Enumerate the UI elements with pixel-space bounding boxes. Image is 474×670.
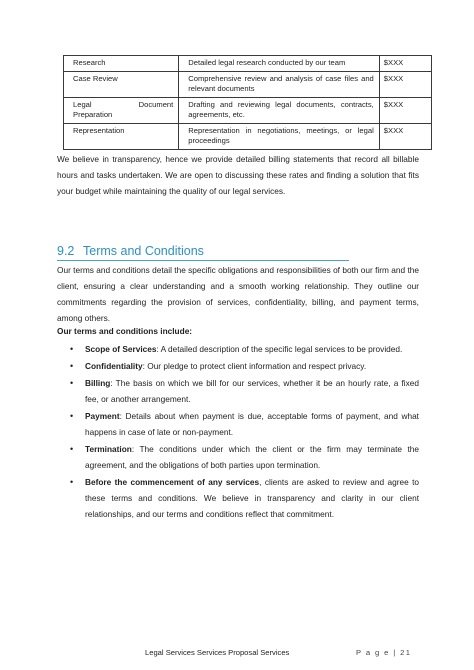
table-row — [64, 124, 432, 150]
fee-cell: $XXX — [379, 72, 431, 98]
terms-list — [57, 341, 419, 523]
service-cell: Case Review — [64, 72, 179, 98]
bullet-icon: • — [70, 344, 74, 354]
fee-cell: $XXX — [379, 124, 431, 150]
item-term: Before the commencement of any services — [85, 477, 260, 487]
description-cell: Drafting and reviewing legal documents, contracts, agreements, etc. — [179, 98, 380, 124]
section-heading — [57, 242, 349, 261]
item-term: Payment — [85, 411, 120, 421]
bullet-icon: • — [70, 361, 74, 371]
description-cell: Detailed legal research conducted by our team — [179, 56, 380, 72]
section-title: Terms and Conditions — [83, 244, 204, 258]
service-name-line-1 — [73, 100, 173, 110]
billing-paragraph: We believe in transparency, hence we provide detailed billing statements that record all billable hours and tasks undertaken. We are open to discussing these rates and finding a solution that fits your budget while maintaining the quality of our legal services. — [57, 154, 419, 196]
service-word: Legal — [73, 100, 92, 109]
intro-paragraph: Our terms and conditions detail the specific obligations and responsibilities of both our firm and the client, ensuring a clear understanding and a smooth working relationship. They outline our commitments regarding the provision of services, confidentiality, billing, and payment terms, among others. — [57, 265, 419, 323]
list-item — [57, 375, 419, 407]
service-cell: Research — [64, 56, 179, 72]
bullet-icon: • — [70, 378, 74, 388]
item-term: Billing — [85, 378, 111, 388]
bullet-icon: • — [70, 477, 74, 487]
description-cell: Representation in negotiations, meetings, or legal proceedings — [179, 124, 380, 150]
list-item — [57, 341, 419, 357]
item-text: : Details about when payment is due, acceptable forms of payment, and what happens in case of late or non-payment. — [85, 411, 419, 437]
service-cell: Representation — [64, 124, 179, 150]
list-item — [57, 358, 419, 374]
table-row — [64, 98, 432, 124]
list-item — [57, 441, 419, 473]
item-text: , clients are asked to review and agree to these terms and conditions. We believe in transparency and clarity in our client relationships, and our terms and conditions reflect that commitment. — [85, 477, 419, 519]
footer-title: Legal Services Services Proposal Services — [145, 648, 290, 657]
table-row — [64, 56, 432, 72]
item-term: Termination — [85, 444, 132, 454]
fee-cell: $XXX — [379, 98, 431, 124]
section-number: 9.2 — [57, 244, 75, 258]
item-term: Confidentiality — [85, 361, 143, 371]
item-text: : Our pledge to protect client information and respect privacy. — [142, 361, 367, 371]
item-text: : A detailed description of the specific legal services to be provided. — [156, 344, 403, 354]
fee-table — [63, 55, 432, 150]
fee-cell: $XXX — [379, 56, 431, 72]
service-cell — [64, 98, 179, 124]
list-item — [57, 408, 419, 440]
table-row — [64, 72, 432, 98]
bullet-icon: • — [70, 444, 74, 454]
item-text: : The basis on which we bill for our services, whether it be an hourly rate, a fixed fee, or another arrangement. — [85, 378, 419, 404]
bullet-icon: • — [70, 411, 74, 421]
description-cell: Comprehensive review and analysis of case files and relevant documents — [179, 72, 380, 98]
item-text: : The conditions under which the client or the firm may terminate the agreement, and the obligations of both parties upon termination. — [85, 444, 419, 470]
list-intro: Our terms and conditions include: — [57, 326, 193, 336]
service-name-line-2: Preparation — [73, 110, 113, 119]
item-term: Scope of Services — [85, 344, 157, 354]
list-item — [57, 474, 419, 522]
service-word: Document — [138, 100, 174, 109]
page-number: P a g e | 21 — [356, 648, 412, 657]
